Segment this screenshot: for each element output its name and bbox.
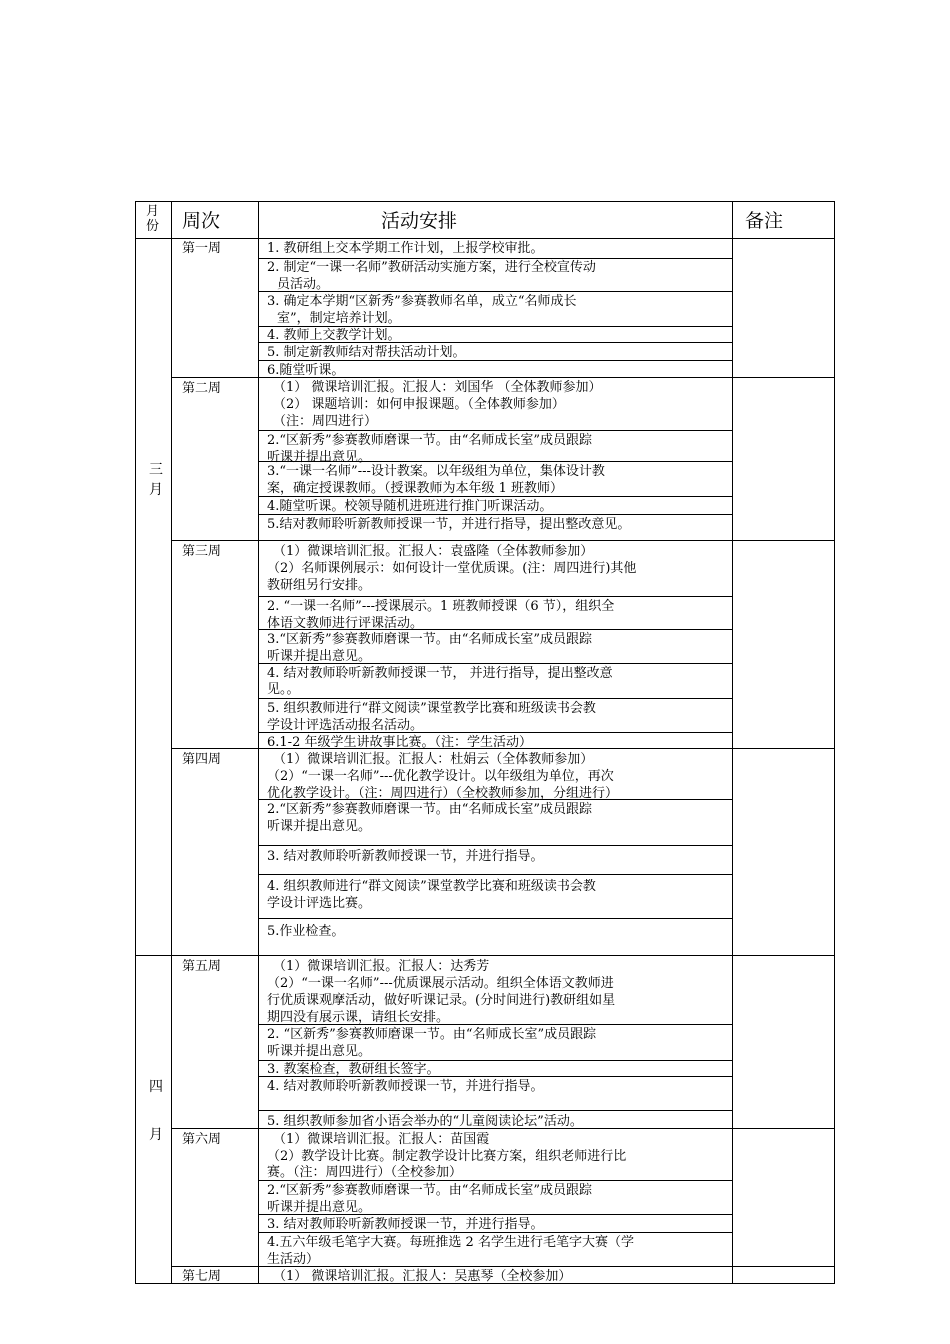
activity-line: 学设计评选比赛。	[267, 896, 372, 911]
activity-line: 2. 制定“一课一名师”教研活动实施方案，进行全校宣传动	[267, 260, 596, 275]
row-line	[171, 540, 835, 541]
activity-line: 4. 组织教师进行“群文阅读”课堂教学比赛和班级读书会教	[267, 879, 596, 894]
row-line	[258, 845, 732, 846]
activity-line: 3.“一课一名师”---设计教案。以年级组为单位，集体设计教	[267, 464, 605, 479]
week-label: 第一周	[182, 241, 222, 256]
activity-line: （2）教学设计比赛。制定教学设计比赛方案，组织老师进行比	[267, 1149, 627, 1164]
column-line	[171, 202, 172, 1283]
week-label: 第三周	[182, 544, 222, 559]
activity-line: 案，确定授课教师。（授课教师为本年级 1 班教师）	[267, 481, 564, 496]
activity-line: 2.“区新秀”参赛教师磨课一节。由“名师成长室”成员跟踪	[267, 1183, 592, 1198]
activity-line: 3.“区新秀”参赛教师磨课一节。由“名师成长室”成员跟踪	[267, 632, 592, 647]
header-week: 周次	[182, 210, 221, 232]
activity-line: 5. 制定新教师结对帮扶活动计划。	[267, 345, 466, 360]
activity-line: 赛。（注：周四进行）（全校参加）	[267, 1165, 463, 1180]
activity-line: 室”，制定培养计划。	[277, 311, 401, 326]
week-label: 第四周	[182, 752, 222, 767]
activity-line: 期四没有展示课，请组长安排。	[267, 1010, 450, 1025]
week-label: 第七周	[182, 1269, 222, 1284]
row-line	[258, 430, 732, 431]
week-label: 第二周	[182, 381, 222, 396]
activity-line: （2）名师课例展示：如何设计一堂优质课。(注：周四进行)其他	[267, 561, 637, 576]
row-line	[258, 1060, 732, 1061]
activity-line: 4. 结对教师聆听新教师授课一节，并进行指导。	[267, 1079, 544, 1094]
activity-line: 听课并提出意见。	[267, 1044, 372, 1059]
activity-line: （2） 课题培训：如何申报课题。（全体教师参加）	[273, 397, 565, 412]
activity-line: 5. 组织教师进行“群文阅读”课堂教学比赛和班级读书会教	[267, 701, 596, 716]
activity-line: 2. “一课一名师”---授课展示。1 班教师授课（6 节），组织全	[267, 599, 615, 614]
activity-line: 6.1-2 年级学生讲故事比赛。（注：学生活动）	[267, 735, 532, 750]
row-line	[258, 291, 732, 292]
activity-line: 2. “区新秀”参赛教师磨课一节。由“名师成长室”成员跟踪	[267, 1027, 597, 1042]
row-line	[135, 955, 835, 956]
month-label-march: 三月	[149, 462, 163, 498]
schedule-table	[135, 201, 835, 1284]
activity-line: 听课并提出意见。	[267, 450, 372, 465]
activity-line: 6.随堂听课。	[267, 363, 345, 378]
header-note: 备注	[745, 210, 784, 232]
week-label: 第五周	[182, 959, 222, 974]
activity-line: 听课并提出意见。	[267, 819, 372, 834]
row-line	[135, 238, 835, 239]
activity-line: 生活动）	[267, 1252, 320, 1267]
activity-line: （1） 微课培训汇报。汇报人：刘国华 （全体教师参加）	[273, 380, 602, 395]
activity-line: 行优质课观摩活动，做好听课记录。(分时间进行)教研组如星	[267, 993, 616, 1008]
activity-line: 3. 确定本学期“区新秀”参赛教师名单，成立“名师成长	[267, 294, 577, 309]
row-line	[258, 1110, 732, 1111]
activity-line: 听课并提出意见。	[267, 1200, 372, 1215]
activity-line: （1）微课培训汇报。汇报人：袁盛隆（全体教师参加）	[273, 544, 594, 559]
activity-line: 2.“区新秀”参赛教师磨课一节。由“名师成长室”成员跟踪	[267, 433, 592, 448]
header-activity: 活动安排	[381, 210, 458, 232]
activity-line: 3. 结对教师聆听新教师授课一节，并进行指导。	[267, 849, 544, 864]
row-line	[258, 596, 732, 597]
header-month: 月份	[146, 204, 160, 234]
activity-line: 员活动。	[277, 277, 330, 292]
column-line	[258, 202, 259, 1283]
activity-line: （2）“一课一名师”---优化教学设计。以年级组为单位，再次	[267, 769, 614, 784]
activity-line: 学设计评选活动报名活动。	[267, 718, 424, 733]
activity-line: 3. 结对教师聆听新教师授课一节，并进行指导。	[267, 1217, 544, 1232]
activity-line: 2.“区新秀”参赛教师磨课一节。由“名师成长室”成员跟踪	[267, 802, 592, 817]
activity-line: （2）“一课一名师”---优质课展示活动。组织全体语文教师进	[267, 976, 614, 991]
activity-line: 听课并提出意见。	[267, 649, 372, 664]
activity-line: （1）微课培训汇报。汇报人：杜娟云（全体教师参加）	[273, 752, 594, 767]
activity-line: 4.随堂听课。校领导随机进班进行推门听课活动。	[267, 499, 553, 514]
activity-line: 4. 教师上交教学计划。	[267, 328, 401, 343]
activity-line: 5.结对教师聆听新教师授课一节，并进行指导，提出整改意见。	[267, 517, 631, 532]
activity-line: （1）微课培训汇报。汇报人：苗国霞	[273, 1132, 490, 1147]
activity-line: 4. 结对教师聆听新教师授课一节， 并进行指导，提出整改意	[267, 666, 613, 681]
activity-line: 1. 教研组上交本学期工作计划，上报学校审批。	[267, 241, 544, 256]
row-line	[258, 258, 732, 259]
activity-line: 4.五六年级毛笔字大赛。每班推选 2 名学生进行毛笔字大赛（学	[267, 1235, 634, 1250]
activity-line: （1）微课培训汇报。汇报人：达秀芳	[273, 959, 490, 974]
row-line	[258, 918, 732, 919]
activity-line: （1） 微课培训汇报。汇报人：吴惠琴（全校参加）	[273, 1269, 572, 1284]
activity-line: （注：周四进行）	[273, 414, 378, 429]
activity-line: 教研组另行安排。	[267, 578, 372, 593]
row-line	[258, 874, 732, 875]
activity-line: 5. 组织教师参加省小语会举办的“儿童阅读论坛”活动。	[267, 1114, 583, 1129]
week-label: 第六周	[182, 1132, 222, 1147]
activity-line: 5.作业检查。	[267, 924, 345, 939]
activity-line: 体语文教师进行评课活动。	[267, 616, 424, 631]
activity-line: 见。。	[267, 682, 300, 697]
activity-line: 优化教学设计。（注：周四进行）（全校教师参加，分组进行）	[267, 786, 619, 801]
activity-line: 3. 教案检查，教研组长签字。	[267, 1062, 440, 1077]
column-line	[732, 202, 733, 1283]
month-label-april-2: 月	[149, 1127, 163, 1143]
month-label-april-1: 四	[149, 1079, 163, 1095]
row-line	[258, 698, 732, 699]
